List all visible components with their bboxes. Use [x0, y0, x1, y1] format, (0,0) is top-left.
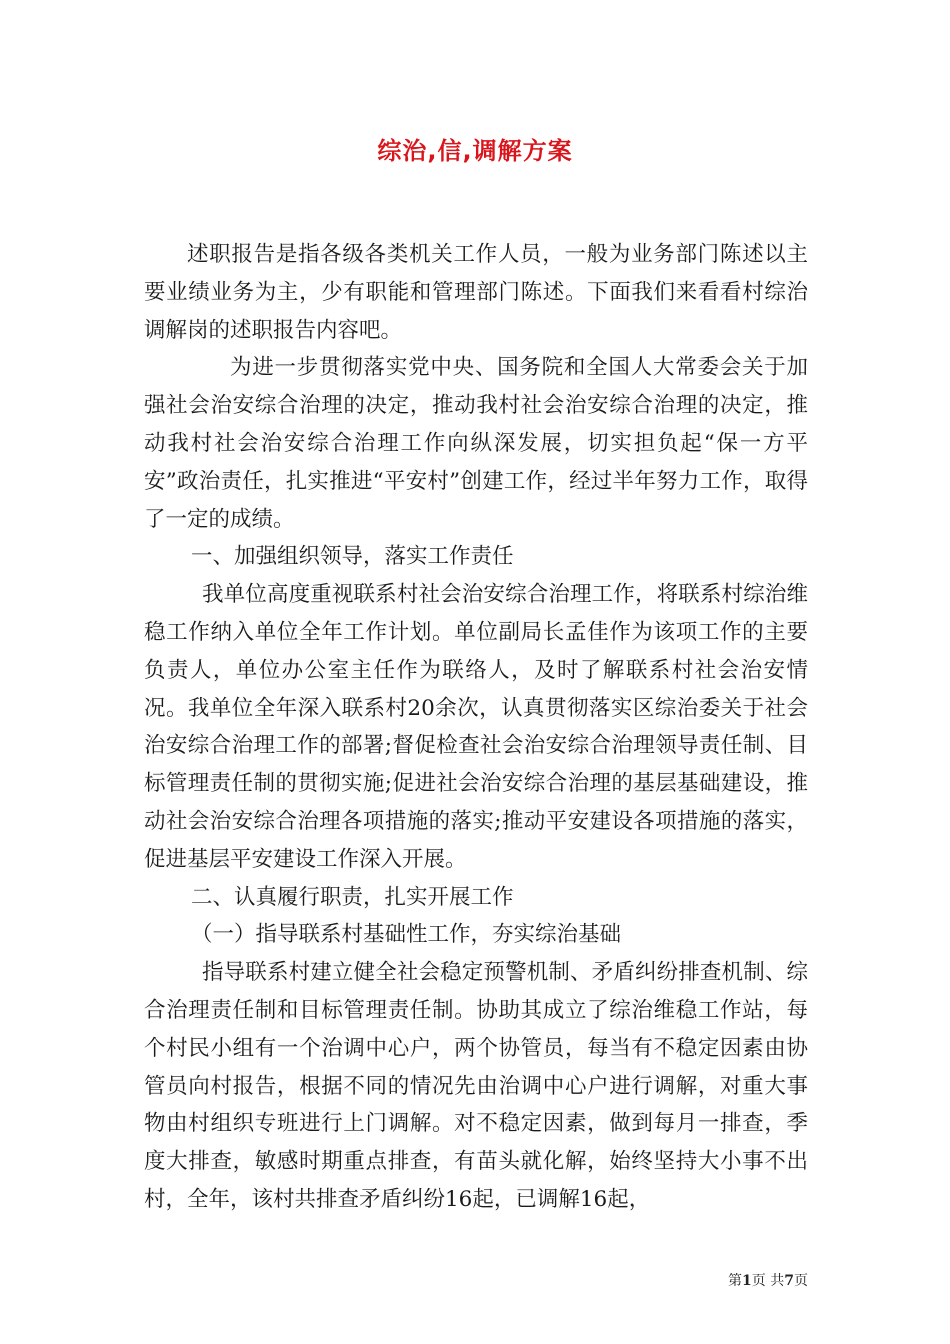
paragraph-subsection-2-1: 指导联系村建立健全社会稳定预警机制、矛盾纠纷排查机制、综合治理责任制和目标管理责任制。协助其成立了综治维稳工作站，每个村民小组有一个治调中心户，两个协管员，每当有不稳定因素由协管员向村报告，根据不同的情况先由治调中心户进行调解，对重大事物由村组织专班进行上门调解。对不稳定因素，做到每月一排查，季度大排查，敏感时期重点排查，有苗头就化解，始终坚持大小事不出村，全年，该村共排查矛盾纠纷16起，已调解16起， [144, 960, 808, 1212]
footer-suffix: 页 [794, 1273, 808, 1289]
section-heading-1: 一、加强组织领导，落实工作责任 [191, 544, 514, 570]
paragraph-purpose: 为进一步贯彻落实党中央、国务院和全国人大常委会关于加强社会治安综合治理的决定，推动我村社会治安综合治理的决定，推动我村社会治安综合治理工作向纵深发展，切实担负起“保一方平安”政治责任，扎实推进“平安村”创建工作，经过半年努力工作，取得了一定的成绩。 [144, 355, 808, 532]
paragraph-section-1: 我单位高度重视联系村社会治安综合治理工作，将联系村综治维稳工作纳入单位全年工作计划。单位副局长孟佳作为该项工作的主要负责人，单位办公室主任作为联络人，及时了解联系村社会治安情况。我单位全年深入联系村20余次，认真贯彻落实区综治委关于社会治安综合治理工作的部署;督促检查社会治安综合治理领导责任制、目标管理责任制的贯彻实施;促进社会治安综合治理的基层基础建设，推动社会治安综合治理各项措施的落实;推动平安建设各项措施的落实，促进基层平安建设工作深入开展。 [144, 582, 808, 872]
current-page-number: 1 [742, 1273, 752, 1289]
total-page-count: 7 [784, 1273, 794, 1289]
section-heading-2: 二、认真履行职责，扎实开展工作 [191, 884, 514, 910]
page-footer [728, 1270, 808, 1290]
footer-prefix: 第 [728, 1273, 743, 1289]
subsection-heading-2-1: （一）指导联系村基础性工作，夯实综治基础 [191, 922, 622, 948]
paragraph-intro: 述职报告是指各级各类机关工作人员，一般为业务部门陈述以主要业绩业务为主，少有职能和管理部门陈述。下面我们来看看村综治调解岗的述职报告内容吧。 [144, 242, 808, 343]
footer-middle: 页 共 [751, 1273, 785, 1289]
document-body [144, 236, 808, 1219]
document-title: 综治,信,调解方案 [377, 137, 573, 165]
